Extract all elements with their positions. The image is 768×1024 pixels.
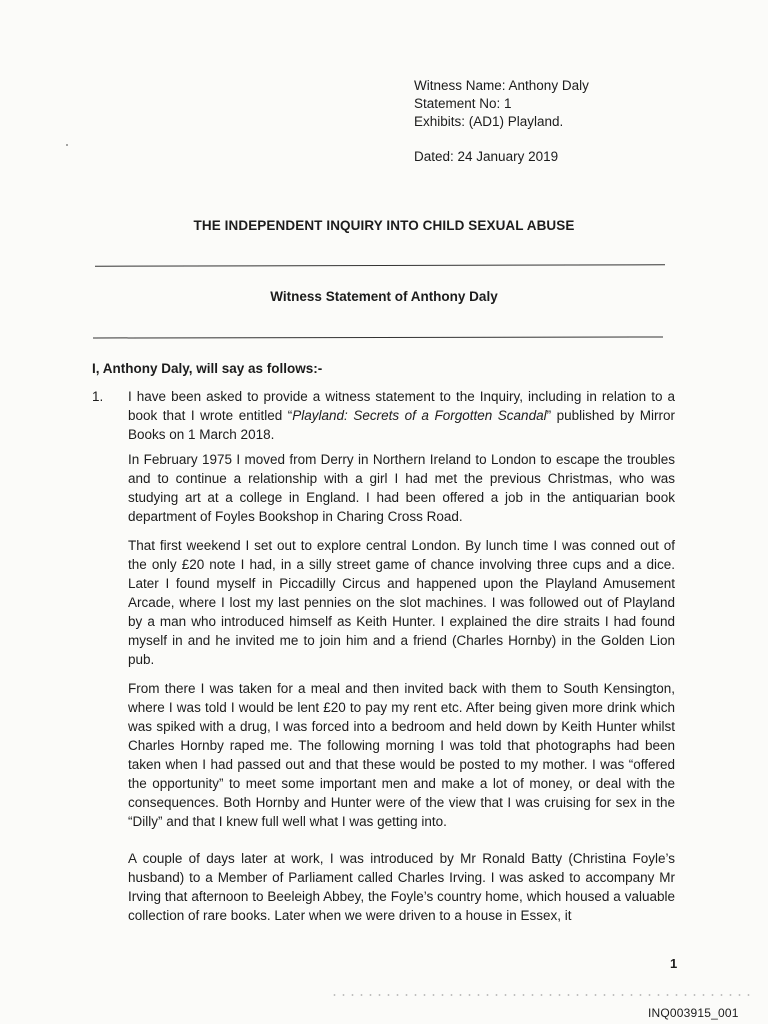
inquiry-title: THE INDEPENDENT INQUIRY INTO CHILD SEXUAL ABUSE <box>193 218 575 233</box>
paragraph-3: That first weekend I set out to explore central London. By lunch time I was conned out of the only £20 note I had, in a silly street game of chance involving three cups and a dice. Later I found myself in Piccadilly Circus and happened upon the Playland Amusement Arcade, where I lost my last pennies on the slot machines. I was followed out of Playland by a man who introduced himself as Keith Hunter. I explained the dire straits I had found myself in and he invited me to join him and a friend (Charles Hornby) in the Golden Lion pub. <box>128 538 675 667</box>
exhibits: Exhibits: (AD1) Playland. <box>414 114 564 129</box>
paragraph-4: From there I was taken for a meal and then invited back with them to South Kensington, where I was told I would be lent £20 to pay my rent etc. After being given more drink which was spiked with a drug, I was forced into a bedroom and held down by Keith Hunter whilst Charles Hornby raped me. The following morning I was told that photographs had been taken when I had passed out and that these would be posted to my mother. I was “offered the opportunity” to meet some important men and make a lot of money, or deal with the consequences. Both Hornby and Hunter were of the view that I was cruising for sex in the “Dilly” and that I knew full well what I was getting into. <box>128 681 675 829</box>
page-number: 1 <box>670 956 678 971</box>
book-title: Playland: Secrets of a Forgotten Scandal <box>292 408 547 423</box>
date: Dated: 24 January 2019 <box>414 149 559 164</box>
witness-header <box>414 77 589 166</box>
intro-line: I, Anthony Daly, will say as follows:- <box>92 361 323 376</box>
document-reference: INQ003915_001 <box>648 1006 739 1020</box>
paragraph-1-after: ” published by Mirror Books on 1 March 2018. <box>128 408 675 442</box>
paragraph-1-before: I have been asked to provide a witness statement to the Inquiry, including in relation to a book that I wrote entitled “ <box>128 389 675 423</box>
paragraph-2: In February 1975 I moved from Derry in Northern Ireland to London to escape the troubles and to continue a relationship with a girl I had met the previous Christmas, who was studying art at a college in England. I had been offered a job in the antiquarian book department of Foyles Bookshop in Charing Cross Road. <box>128 452 675 524</box>
witness-name: Witness Name: Anthony Daly <box>414 78 589 93</box>
scan-speck <box>66 144 68 146</box>
scan-dotted-line <box>330 994 750 996</box>
divider-bottom <box>93 337 663 339</box>
statement-title: Witness Statement of Anthony Daly <box>270 289 498 304</box>
paragraph-number: 1. <box>92 389 104 404</box>
divider-top <box>95 264 665 266</box>
statement-number: Statement No: 1 <box>414 96 512 111</box>
paragraph-1 <box>128 387 675 444</box>
paragraph-5: A couple of days later at work, I was introduced by Mr Ronald Batty (Christina Foyle’s husband) to a Member of Parliament called Charles Irving. I was asked to accompany Mr Irving that afternoon to Beeleigh Abbey, the Foyle’s country home, which housed a valuable collection of rare books. Later when we were driven to a house in Essex, it <box>128 851 675 923</box>
